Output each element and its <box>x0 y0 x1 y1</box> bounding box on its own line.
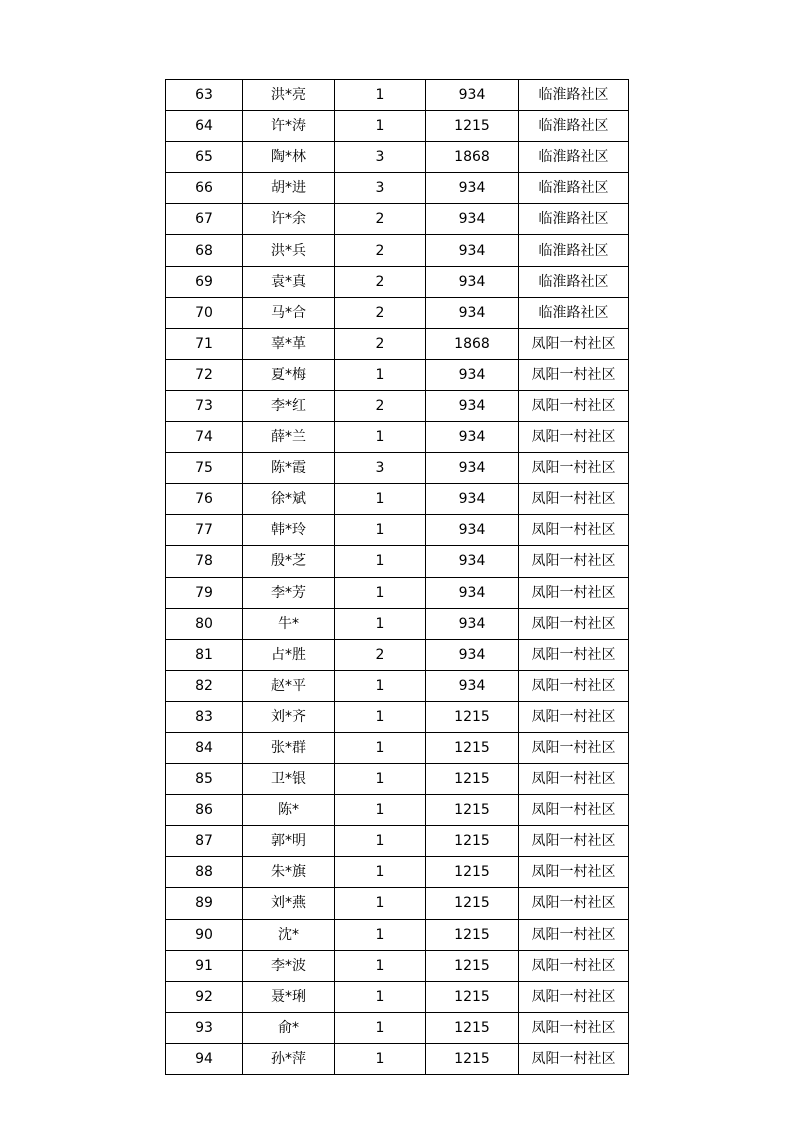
row-number-cell: 91 <box>166 950 243 981</box>
household-size-cell: 2 <box>335 235 426 266</box>
name-cell: 李*波 <box>243 950 335 981</box>
name-cell: 袁*真 <box>243 266 335 297</box>
roster-table <box>165 79 629 1075</box>
community-cell: 凤阳一村社区 <box>519 764 629 795</box>
household-size-cell: 1 <box>335 608 426 639</box>
community-cell: 凤阳一村社区 <box>519 484 629 515</box>
table-row <box>166 857 629 888</box>
row-number-cell: 76 <box>166 484 243 515</box>
amount-cell: 1215 <box>426 1043 519 1074</box>
row-number-cell: 67 <box>166 204 243 235</box>
community-cell: 凤阳一村社区 <box>519 359 629 390</box>
community-cell: 凤阳一村社区 <box>519 577 629 608</box>
community-cell: 凤阳一村社区 <box>519 515 629 546</box>
household-size-cell: 1 <box>335 701 426 732</box>
amount-cell: 934 <box>426 80 519 111</box>
community-cell: 凤阳一村社区 <box>519 950 629 981</box>
name-cell: 占*胜 <box>243 639 335 670</box>
community-cell: 凤阳一村社区 <box>519 639 629 670</box>
table-row <box>166 1043 629 1074</box>
household-size-cell: 3 <box>335 142 426 173</box>
row-number-cell: 64 <box>166 111 243 142</box>
name-cell: 陈*霞 <box>243 453 335 484</box>
row-number-cell: 79 <box>166 577 243 608</box>
amount-cell: 934 <box>426 422 519 453</box>
amount-cell: 934 <box>426 546 519 577</box>
name-cell: 孙*萍 <box>243 1043 335 1074</box>
row-number-cell: 84 <box>166 732 243 763</box>
name-cell: 夏*梅 <box>243 359 335 390</box>
table-row <box>166 359 629 390</box>
amount-cell: 934 <box>426 577 519 608</box>
community-cell: 临淮路社区 <box>519 204 629 235</box>
amount-cell: 1868 <box>426 328 519 359</box>
household-size-cell: 1 <box>335 515 426 546</box>
table-row <box>166 981 629 1012</box>
amount-cell: 1215 <box>426 826 519 857</box>
household-size-cell: 1 <box>335 577 426 608</box>
row-number-cell: 93 <box>166 1012 243 1043</box>
row-number-cell: 73 <box>166 390 243 421</box>
community-cell: 临淮路社区 <box>519 266 629 297</box>
household-size-cell: 2 <box>335 297 426 328</box>
amount-cell: 934 <box>426 670 519 701</box>
amount-cell: 1215 <box>426 764 519 795</box>
row-number-cell: 87 <box>166 826 243 857</box>
amount-cell: 1215 <box>426 732 519 763</box>
name-cell: 韩*玲 <box>243 515 335 546</box>
row-number-cell: 86 <box>166 795 243 826</box>
name-cell: 聂*琍 <box>243 981 335 1012</box>
amount-cell: 934 <box>426 639 519 670</box>
amount-cell: 934 <box>426 235 519 266</box>
row-number-cell: 89 <box>166 888 243 919</box>
amount-cell: 934 <box>426 359 519 390</box>
community-cell: 凤阳一村社区 <box>519 795 629 826</box>
amount-cell: 934 <box>426 484 519 515</box>
amount-cell: 1215 <box>426 919 519 950</box>
household-size-cell: 2 <box>335 266 426 297</box>
household-size-cell: 2 <box>335 204 426 235</box>
name-cell: 郭*明 <box>243 826 335 857</box>
community-cell: 凤阳一村社区 <box>519 670 629 701</box>
table-row <box>166 453 629 484</box>
community-cell: 临淮路社区 <box>519 297 629 328</box>
row-number-cell: 69 <box>166 266 243 297</box>
table-row <box>166 515 629 546</box>
row-number-cell: 63 <box>166 80 243 111</box>
row-number-cell: 77 <box>166 515 243 546</box>
table-row <box>166 235 629 266</box>
row-number-cell: 66 <box>166 173 243 204</box>
household-size-cell: 1 <box>335 111 426 142</box>
name-cell: 赵*平 <box>243 670 335 701</box>
name-cell: 薛*兰 <box>243 422 335 453</box>
row-number-cell: 78 <box>166 546 243 577</box>
name-cell: 马*合 <box>243 297 335 328</box>
amount-cell: 934 <box>426 204 519 235</box>
household-size-cell: 1 <box>335 888 426 919</box>
amount-cell: 934 <box>426 515 519 546</box>
row-number-cell: 74 <box>166 422 243 453</box>
row-number-cell: 65 <box>166 142 243 173</box>
amount-cell: 1215 <box>426 950 519 981</box>
name-cell: 许*余 <box>243 204 335 235</box>
name-cell: 胡*进 <box>243 173 335 204</box>
table-row <box>166 701 629 732</box>
table-row <box>166 919 629 950</box>
name-cell: 朱*旗 <box>243 857 335 888</box>
table-row <box>166 80 629 111</box>
household-size-cell: 1 <box>335 546 426 577</box>
row-number-cell: 90 <box>166 919 243 950</box>
community-cell: 凤阳一村社区 <box>519 453 629 484</box>
row-number-cell: 70 <box>166 297 243 328</box>
community-cell: 凤阳一村社区 <box>519 919 629 950</box>
community-cell: 凤阳一村社区 <box>519 546 629 577</box>
table-row <box>166 173 629 204</box>
amount-cell: 1215 <box>426 857 519 888</box>
name-cell: 陈* <box>243 795 335 826</box>
amount-cell: 1215 <box>426 701 519 732</box>
household-size-cell: 1 <box>335 1043 426 1074</box>
row-number-cell: 68 <box>166 235 243 266</box>
household-size-cell: 1 <box>335 950 426 981</box>
name-cell: 殷*芝 <box>243 546 335 577</box>
community-cell: 凤阳一村社区 <box>519 608 629 639</box>
community-cell: 凤阳一村社区 <box>519 390 629 421</box>
amount-cell: 934 <box>426 608 519 639</box>
table-row <box>166 111 629 142</box>
household-size-cell: 1 <box>335 732 426 763</box>
table-row <box>166 732 629 763</box>
name-cell: 卫*银 <box>243 764 335 795</box>
table-row <box>166 795 629 826</box>
household-size-cell: 1 <box>335 359 426 390</box>
household-size-cell: 2 <box>335 390 426 421</box>
name-cell: 许*涛 <box>243 111 335 142</box>
amount-cell: 934 <box>426 297 519 328</box>
name-cell: 沈* <box>243 919 335 950</box>
household-size-cell: 3 <box>335 173 426 204</box>
table-row <box>166 608 629 639</box>
amount-cell: 1215 <box>426 111 519 142</box>
community-cell: 临淮路社区 <box>519 80 629 111</box>
community-cell: 凤阳一村社区 <box>519 328 629 359</box>
name-cell: 俞* <box>243 1012 335 1043</box>
table-row <box>166 390 629 421</box>
household-size-cell: 1 <box>335 826 426 857</box>
household-size-cell: 1 <box>335 795 426 826</box>
household-size-cell: 1 <box>335 857 426 888</box>
row-number-cell: 81 <box>166 639 243 670</box>
row-number-cell: 92 <box>166 981 243 1012</box>
community-cell: 凤阳一村社区 <box>519 1043 629 1074</box>
amount-cell: 1215 <box>426 888 519 919</box>
table-row <box>166 577 629 608</box>
row-number-cell: 72 <box>166 359 243 390</box>
table-row <box>166 670 629 701</box>
name-cell: 徐*斌 <box>243 484 335 515</box>
table-row <box>166 142 629 173</box>
community-cell: 凤阳一村社区 <box>519 857 629 888</box>
household-size-cell: 1 <box>335 484 426 515</box>
table-row <box>166 204 629 235</box>
amount-cell: 934 <box>426 173 519 204</box>
name-cell: 洪*兵 <box>243 235 335 266</box>
amount-cell: 1215 <box>426 981 519 1012</box>
name-cell: 刘*齐 <box>243 701 335 732</box>
row-number-cell: 94 <box>166 1043 243 1074</box>
amount-cell: 934 <box>426 266 519 297</box>
community-cell: 凤阳一村社区 <box>519 732 629 763</box>
roster-table-body <box>166 80 629 1075</box>
name-cell: 李*红 <box>243 390 335 421</box>
row-number-cell: 83 <box>166 701 243 732</box>
table-row <box>166 297 629 328</box>
household-size-cell: 1 <box>335 981 426 1012</box>
table-row <box>166 328 629 359</box>
table-row <box>166 546 629 577</box>
amount-cell: 934 <box>426 453 519 484</box>
community-cell: 凤阳一村社区 <box>519 701 629 732</box>
name-cell: 刘*燕 <box>243 888 335 919</box>
household-size-cell: 1 <box>335 422 426 453</box>
row-number-cell: 85 <box>166 764 243 795</box>
name-cell: 陶*林 <box>243 142 335 173</box>
table-row <box>166 888 629 919</box>
row-number-cell: 75 <box>166 453 243 484</box>
row-number-cell: 88 <box>166 857 243 888</box>
table-row <box>166 950 629 981</box>
household-size-cell: 1 <box>335 764 426 795</box>
community-cell: 临淮路社区 <box>519 142 629 173</box>
row-number-cell: 80 <box>166 608 243 639</box>
amount-cell: 1215 <box>426 1012 519 1043</box>
amount-cell: 1215 <box>426 795 519 826</box>
table-row <box>166 764 629 795</box>
community-cell: 凤阳一村社区 <box>519 422 629 453</box>
community-cell: 临淮路社区 <box>519 111 629 142</box>
name-cell: 洪*亮 <box>243 80 335 111</box>
household-size-cell: 1 <box>335 80 426 111</box>
name-cell: 辜*革 <box>243 328 335 359</box>
household-size-cell: 3 <box>335 453 426 484</box>
table-row <box>166 422 629 453</box>
name-cell: 牛* <box>243 608 335 639</box>
community-cell: 凤阳一村社区 <box>519 1012 629 1043</box>
table-row <box>166 266 629 297</box>
household-size-cell: 2 <box>335 328 426 359</box>
row-number-cell: 71 <box>166 328 243 359</box>
community-cell: 凤阳一村社区 <box>519 888 629 919</box>
household-size-cell: 1 <box>335 919 426 950</box>
table-row <box>166 484 629 515</box>
community-cell: 临淮路社区 <box>519 173 629 204</box>
table-row <box>166 1012 629 1043</box>
table-row <box>166 639 629 670</box>
amount-cell: 1868 <box>426 142 519 173</box>
household-size-cell: 1 <box>335 1012 426 1043</box>
household-size-cell: 1 <box>335 670 426 701</box>
community-cell: 临淮路社区 <box>519 235 629 266</box>
name-cell: 张*群 <box>243 732 335 763</box>
household-size-cell: 2 <box>335 639 426 670</box>
name-cell: 李*芳 <box>243 577 335 608</box>
community-cell: 凤阳一村社区 <box>519 826 629 857</box>
row-number-cell: 82 <box>166 670 243 701</box>
table-row <box>166 826 629 857</box>
community-cell: 凤阳一村社区 <box>519 981 629 1012</box>
amount-cell: 934 <box>426 390 519 421</box>
